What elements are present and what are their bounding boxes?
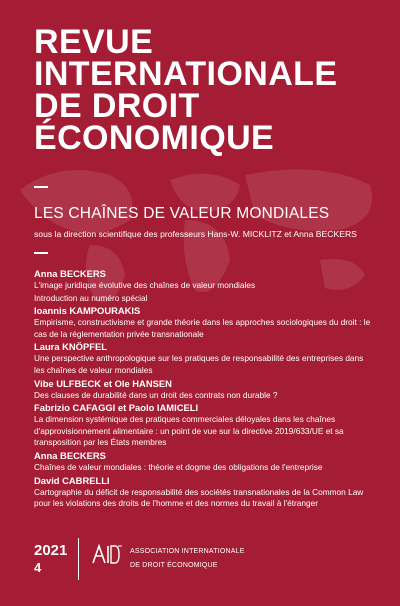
toc-author: Anna BECKERS bbox=[34, 268, 106, 279]
journal-title-line: DE DROIT bbox=[34, 87, 200, 125]
toc-article: Une perspective anthropologique sur les pratiques de responsabilité des entreprises dans les chaînes de valeur mondiales bbox=[34, 353, 364, 375]
footer-divider bbox=[78, 538, 79, 580]
divider bbox=[34, 186, 48, 188]
divider bbox=[34, 252, 48, 254]
toc-author: Vibe ULFBECK et Ole HANSEN bbox=[34, 377, 172, 389]
toc-entry bbox=[34, 450, 374, 474]
toc-article: La dimension systémique des pratiques commerciales déloyales dans les chaînes d'approvisionnement alimentaire : un point de vue sur la directive 2019/633/UE et sa transposition par les États membres bbox=[34, 414, 344, 448]
toc-article: Introduction au numéro spécial bbox=[34, 292, 148, 303]
toc-article: Chaînes de valeur mondiales : théorie et dogme des obligations de l'entreprise bbox=[34, 461, 323, 472]
publisher-name-line: DE DROIT ÉCONOMIQUE bbox=[130, 562, 218, 569]
toc-article: Des clauses de durabilité dans un droit des contrats non durable ? bbox=[34, 389, 278, 400]
toc-entry bbox=[34, 402, 374, 449]
toc-entry bbox=[34, 475, 374, 510]
toc-author: Fabrizio CAFAGGI et Paolo IAMICELI bbox=[34, 402, 199, 414]
toc-article: Cartographie du déficit de responsabilité des sociétés transnationales de la Common Law pour les violations des droits de l'homme et des normes du travail à l'étranger bbox=[34, 486, 364, 509]
toc-author: David CABRELLI bbox=[34, 474, 110, 486]
issue-number: 4 bbox=[34, 560, 42, 575]
toc-article: L'image juridique évolutive des chaînes de valeur mondiales bbox=[34, 280, 256, 290]
journal-title-line: INTERNATIONALE bbox=[34, 55, 338, 93]
aide-logo bbox=[92, 543, 124, 565]
publisher-name-line: ASSOCIATION INTERNATIONALE bbox=[130, 548, 245, 555]
toc-article: Empirisme, constructivisme et grande théorie dans les approches sociologiques du droit : le cas de la réglementation privée transnationale bbox=[34, 317, 371, 339]
issue-year: 2021 bbox=[34, 542, 68, 559]
toc-entry bbox=[34, 305, 374, 340]
journal-title bbox=[34, 23, 374, 157]
issue-direction: sous la direction scientifique des professeurs Hans-W. MICKLITZ et Anna BECKERS bbox=[34, 229, 357, 239]
toc-author: Laura KNÖPFEL bbox=[34, 341, 107, 353]
journal-title-line: REVUE bbox=[34, 23, 154, 61]
toc-author: Anna BECKERS bbox=[34, 449, 106, 461]
journal-title-line: ÉCONOMIQUE bbox=[34, 119, 275, 157]
issue-subtitle: LES CHAÎNES DE VALEUR MONDIALES bbox=[34, 205, 330, 222]
toc-entry bbox=[34, 268, 374, 304]
publisher-name bbox=[130, 545, 245, 573]
toc-author: Ioannis KAMPOURAKIS bbox=[34, 305, 141, 317]
toc-entry bbox=[34, 341, 374, 376]
toc-entry bbox=[34, 378, 374, 402]
table-of-contents bbox=[34, 268, 374, 511]
